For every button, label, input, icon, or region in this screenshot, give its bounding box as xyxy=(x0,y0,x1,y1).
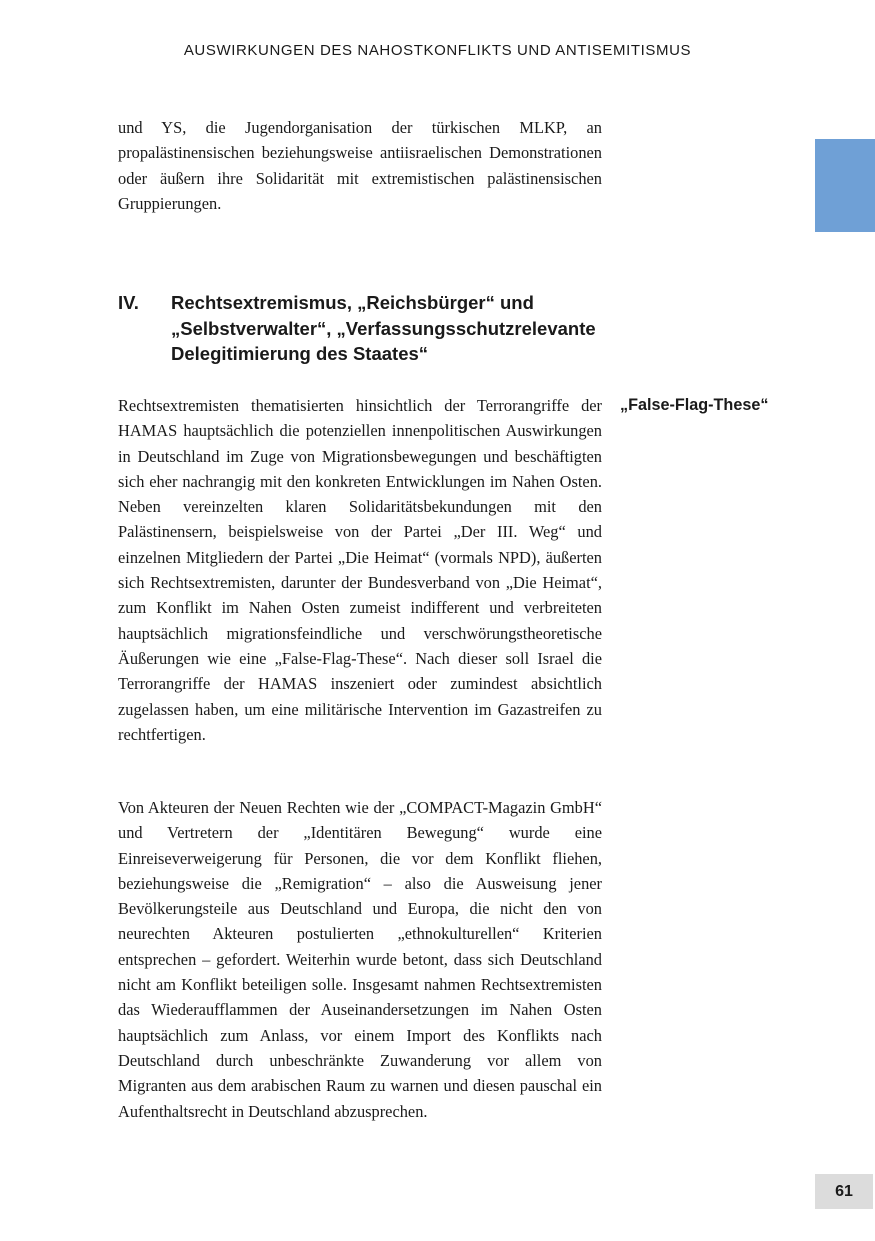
margin-note: „False-Flag-These“ xyxy=(620,396,769,414)
body-paragraph: Von Akteuren der Neuen Rechten wie der „COMPACT-Magazin GmbH“ und Vertretern der „Identitären Bewegung“ wurde eine Einreiseverweigerung für Personen, die vor dem Konflikt fliehen, beziehungsweise die „Remigration“ – also die Ausweisung jener Bevölkerungsteile aus Deutschland und Europa, die nicht den von neurechten Akteuren postulierten „ethnokulturellen“ Kriterien entsprechen – gefordert. Weiterhin wurde betont, dass sich Deutschland nicht am Konflikt beteiligen solle. Insgesamt nahmen Rechtsextremisten das Wiederaufflammen der Auseinandersetzungen im Nahen Osten hauptsächlich zum Anlass, vor einem Import des Konflikts nach Deutschland durch unbeschränkte Zuwanderung vor allem von Migranten aus dem arabischen Raum zu warnen und diesen pauschal ein Aufenthaltsrecht in Deutschland abzusprechen. xyxy=(118,798,602,1121)
section-title: Rechtsextremismus, „Reichsbürger“ und „Selbstverwalter“, „Verfassungsschutzrelevante Delegitimierung des Staates“ xyxy=(171,292,596,364)
body-paragraph: Rechtsextremisten thematisierten hinsichtlich der Terrorangriffe der HAMAS hauptsächlich die potenziellen innenpolitischen Auswirkungen in Deutschland im Zuge von Migrationsbewegungen und beschäftigten sich eher nachrangig mit den konkreten Entwicklungen im Nahen Osten. Neben vereinzelten klaren Solidaritätsbekundungen mit den Palästinensern, beispielsweise von der Partei „Der III. Weg“ und einzelnen Mitgliedern der Partei „Die Heimat“ (vormals NPD), äußerten sich Rechtsextremisten, darunter der Bundesverband von „Die Heimat“, zum Konflikt im Nahen Osten zumeist indifferent und verbreiteten hauptsächlich migrationsfeindliche und verschwörungstheoretische Äußerungen wie eine „False-Flag-These“. Nach dieser soll Israel die Terrorangriffe der HAMAS inszeniert oder zumindest absichtlich zugelassen haben, um eine militärische Intervention im Gazastreifen zu rechtfertigen. xyxy=(118,396,602,744)
chapter-tab-marker xyxy=(815,139,875,232)
page-number: 61 xyxy=(815,1174,873,1209)
intro-paragraph: und YS, die Jugendorganisation der türkischen MLKP, an propalästinensischen beziehungsweise antiisraelischen Demonstrationen oder äußern ihre Solidarität mit extremistischen palästinensischen Gruppierungen. xyxy=(118,118,602,213)
running-header: AUSWIRKUNGEN DES NAHOSTKONFLIKTS UND ANTISEMITISMUS xyxy=(183,42,692,59)
section-number: IV. xyxy=(118,292,139,313)
